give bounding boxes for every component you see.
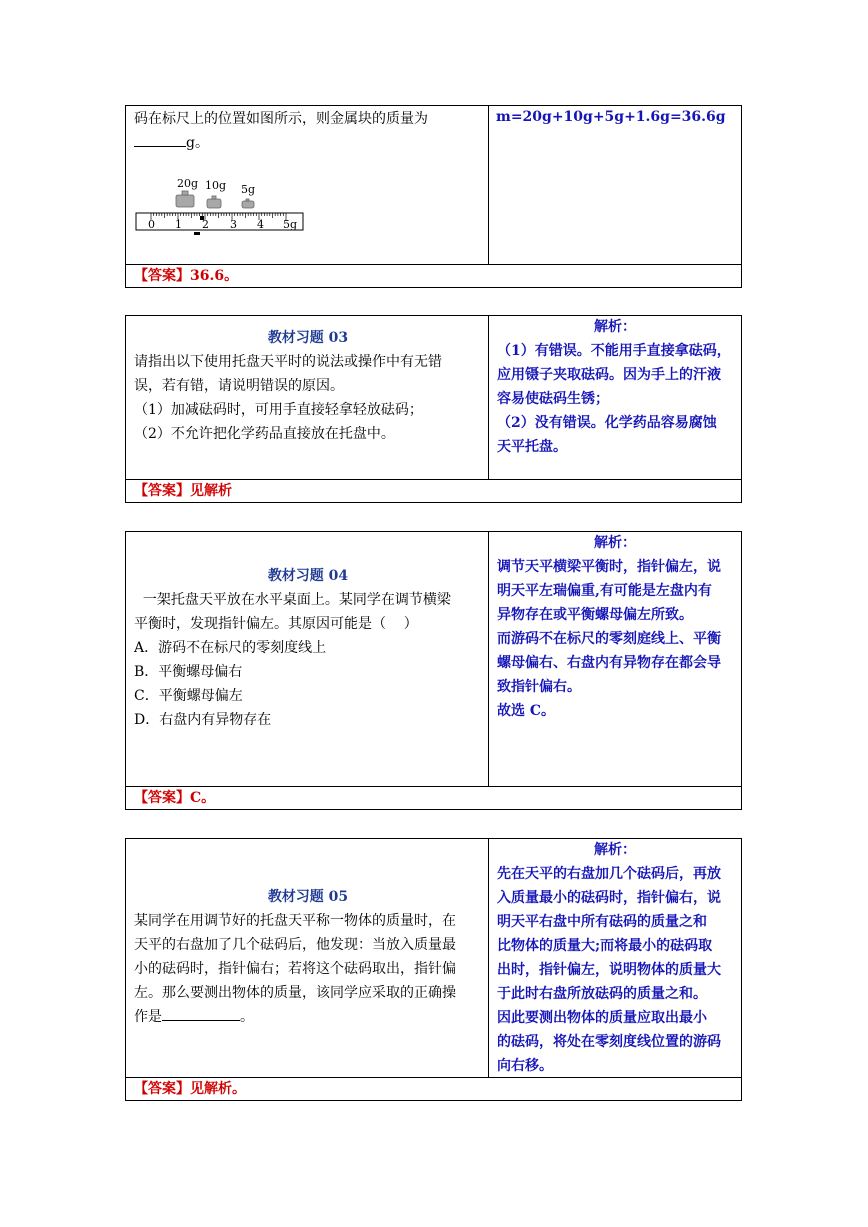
question-03-line1: 请指出以下使用托盘天平时的说法或操作中有无错 <box>134 354 442 370</box>
solution-05-title: 解析： <box>594 842 636 858</box>
question-05-table <box>125 838 742 1101</box>
question-05-line4: 左。那么要测出物体的质量，该同学应采取的正确操 <box>134 985 456 1001</box>
solution-04-line4: 而游码不在标尺的零刻庭线上、平衡 <box>497 631 721 647</box>
weight-20g-knob <box>182 191 188 195</box>
question-04-title: 教材习题 04 <box>267 568 349 584</box>
question-04-option-c: C．平衡螺母偏左 <box>134 688 243 704</box>
answer-blank <box>134 132 186 147</box>
solution-04-line1: 调节天平横梁平衡时，指针偏左，说 <box>497 559 721 575</box>
rider-marker-bottom <box>194 232 200 235</box>
ruler-label-0: 0 <box>148 218 155 231</box>
ruler-label-1: 1 <box>175 218 182 231</box>
solution-05-line4: 比物体的质量大;而将最小的砝码取 <box>497 938 713 954</box>
question-04-option-d: D．右盘内有异物存在 <box>134 712 272 728</box>
question-03-line4: （2）不允许把化学药品直接放在托盘中。 <box>134 426 395 442</box>
question-05-line5-text: 作是 <box>134 1009 162 1025</box>
solution-05-line5: 出时，指针偏左，说明物体的质量大 <box>497 962 721 978</box>
question-03-line3: （1）加减砝码时，可用手直接轻拿轻放砝码； <box>134 402 423 418</box>
answer-03-value: 见解析 <box>190 483 232 499</box>
solution-04-line6: 致指针偏右。 <box>497 679 581 695</box>
solution-05-line8: 的砝码，将处在零刻度线位置的游码 <box>497 1034 721 1050</box>
weight-10g-icon <box>207 199 221 208</box>
weight-10g-knob <box>212 196 216 199</box>
solution-05-line7: 因此要测出物体的质量应取出最小 <box>497 1010 707 1026</box>
answer-04-label: 【答案】 <box>134 790 190 806</box>
answer-03-row <box>126 479 741 502</box>
ruler-label-3: 3 <box>230 218 237 231</box>
solution-04-line5: 螺母偏右、右盘内有异物存在都会导 <box>497 655 721 671</box>
weight-20g-icon <box>176 195 194 207</box>
solution-05-line2: 入质量最小的砝码时，指针偏右，说 <box>497 890 721 906</box>
question-04-cell <box>126 532 489 786</box>
solution-05-cell <box>489 839 741 1077</box>
question-03-cell <box>126 316 489 479</box>
solution-04-title: 解析： <box>594 535 636 551</box>
weight-5g-icon <box>242 201 254 208</box>
solution-03-line1: （1）有错误。不能用手直接拿砝码， <box>497 343 731 359</box>
solution-04-line2: 明天平左瑞偏重,有可能是左盘内有 <box>497 583 712 599</box>
solution-05-line9: 向右移。 <box>497 1058 553 1074</box>
weight-label-5g: 5g <box>241 183 256 196</box>
solution-04-line3: 异物存在或平衡螺母偏左所致。 <box>497 607 693 623</box>
solution-05-line6: 于此时右盘所放砝码的质量之和。 <box>497 986 707 1002</box>
weight-label-20g: 20g <box>177 177 199 190</box>
question-02-table <box>125 105 742 288</box>
answer-02-row <box>126 264 741 287</box>
weight-5g-knob <box>246 199 249 201</box>
question-02-line2 <box>134 131 482 155</box>
answer-03-label: 【答案】 <box>134 483 190 499</box>
answer-04-value: C。 <box>190 790 216 806</box>
answer-05-label: 【答案】 <box>134 1081 190 1097</box>
question-05-line5 <box>134 1005 482 1029</box>
weight-label-10g: 10g <box>205 179 227 192</box>
answer-02-label: 【答案】 <box>134 268 190 284</box>
question-05-line2: 天平的右盘加了几个砝码后，他发现：当放入质量最 <box>134 937 456 953</box>
ruler-label-2: 2 <box>202 218 209 231</box>
answer-04-row <box>126 786 741 809</box>
question-04-option-b: B．平衡螺母偏右 <box>134 664 243 680</box>
question-04-option-a: A．游码不在标尺的零刻度线上 <box>134 640 327 656</box>
question-04-line1: 一架托盘天平放在水平桌面上。某同学在调节横梁 <box>134 592 451 608</box>
question-04-line2: 平衡时，发现指针偏左。其原因可能是（ ） <box>134 616 418 632</box>
solution-03-cell <box>489 316 741 479</box>
solution-02-cell <box>489 106 741 264</box>
ruler-label-4: 4 <box>257 218 264 231</box>
solution-04-line7: 故选 C。 <box>497 703 556 719</box>
question-02-line2-suffix: g。 <box>186 135 209 151</box>
question-05-line5-end: 。 <box>240 1009 254 1025</box>
solution-04-cell <box>489 532 741 786</box>
answer-02-value: 36.6。 <box>190 268 239 284</box>
question-05-cell <box>126 839 489 1077</box>
question-04-table <box>125 531 742 810</box>
solution-03-line2: 应用镊子夹取砝码。因为手上的汗液 <box>497 367 721 383</box>
solution-03-line5: 天平托盘。 <box>497 439 567 455</box>
solution-03-line4: （2）没有错误。化学药品容易腐蚀 <box>497 415 717 431</box>
answer-05-value: 见解析。 <box>190 1081 246 1097</box>
solution-05-line1: 先在天平的右盘加几个砝码后，再放 <box>497 866 721 882</box>
question-05-line1: 某同学在用调节好的托盘天平称一物体的质量时，在 <box>134 913 456 929</box>
question-05-line3: 小的砝码时，指针偏右；若将这个砝码取出，指针偏 <box>134 961 456 977</box>
ruler-label-5g: 5g <box>283 218 298 231</box>
question-02-line1: 码在标尺上的位置如图所示，则金属块的质量为 <box>134 111 428 127</box>
question-02-cell <box>126 106 489 264</box>
question-05-title: 教材习题 05 <box>267 889 349 905</box>
question-03-line2: 误，若有错，请说明错误的原因。 <box>134 378 344 394</box>
answer-blank <box>162 1006 240 1021</box>
question-03-title: 教材习题 03 <box>267 330 349 346</box>
solution-05-line3: 明天平右盘中所有砝码的质量之和 <box>497 914 707 930</box>
balance-ruler-figure <box>134 176 324 246</box>
solution-02-text: m=20g+10g+5g+1.6g=36.6g <box>496 109 726 125</box>
solution-03-title: 解析： <box>594 319 636 335</box>
question-03-table <box>125 315 742 503</box>
solution-03-line3: 容易使砝码生锈； <box>497 391 609 407</box>
answer-05-row <box>126 1077 741 1100</box>
